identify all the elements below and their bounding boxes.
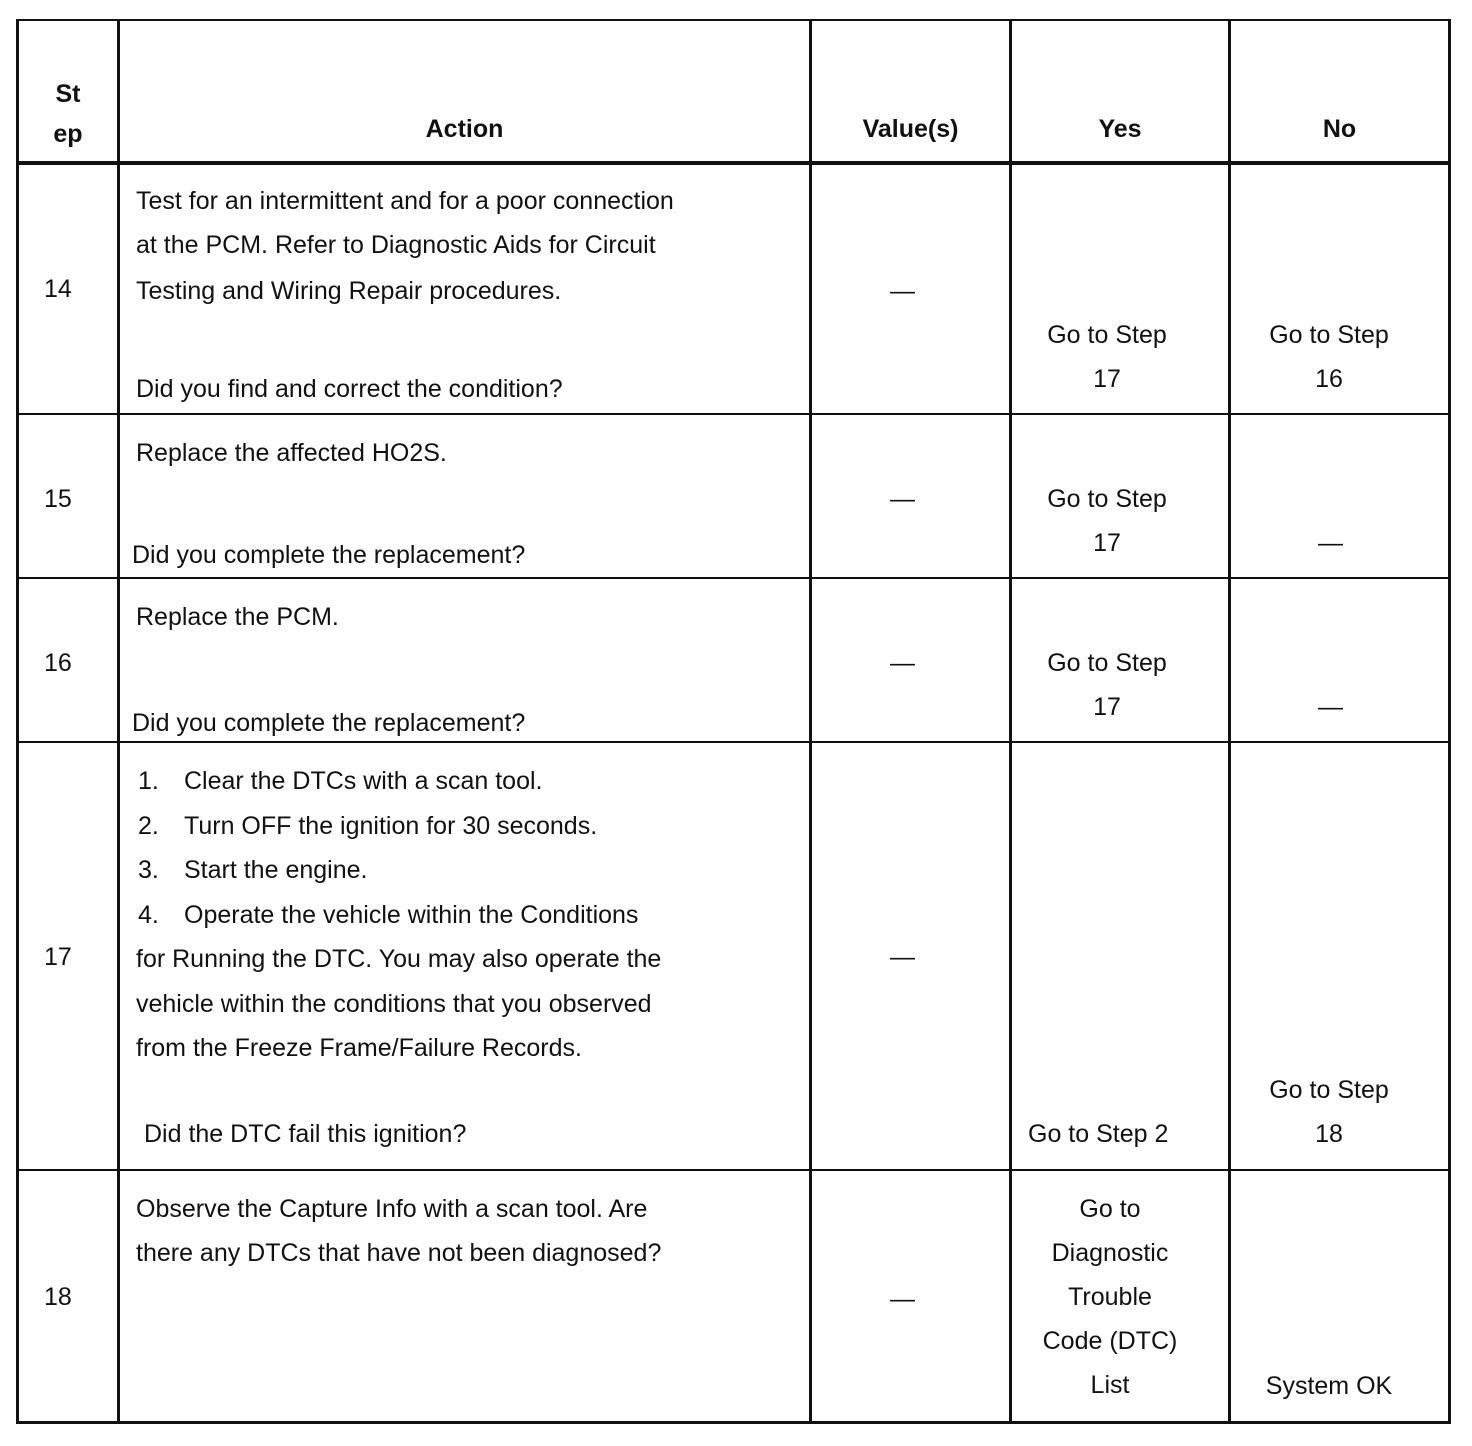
column-divider [1228, 19, 1231, 1424]
row-divider [16, 1169, 1451, 1171]
list-item: Operate the vehicle within the Conditions [184, 901, 639, 929]
action-text: at the PCM. Refer to Diagnostic Aids for Circuit [136, 231, 656, 259]
row-divider [16, 413, 1451, 415]
yes-cell: Go to Step 17 [1047, 649, 1167, 721]
header-yes: Yes [1098, 115, 1142, 143]
header-no: No [1322, 115, 1357, 143]
yes-cell: Go to Step 17 [1047, 321, 1167, 393]
action-question: Did you complete the replacement? [132, 541, 526, 569]
action-question: Did you complete the replacement? [132, 709, 526, 737]
list-number: 1. [138, 767, 159, 795]
header-step: St ep [53, 80, 83, 148]
action-text: Replace the affected HO2S. [136, 439, 447, 467]
table-border-top [16, 19, 1451, 21]
action-text: Test for an intermittent and for a poor connection [136, 187, 674, 215]
header-action: Action [425, 115, 504, 143]
list-item: Start the engine. [184, 856, 368, 884]
yes-cell: Go to Step 2 [1028, 1120, 1169, 1148]
value-cell: — [890, 943, 915, 971]
action-question: Did the DTC fail this ignition? [144, 1120, 467, 1148]
value-cell: — [890, 1285, 915, 1313]
action-text: there any DTCs that have not been diagnosed? [136, 1239, 662, 1267]
action-text: vehicle within the conditions that you observed [136, 990, 652, 1018]
list-number: 4. [138, 901, 159, 929]
value-cell: — [890, 277, 915, 305]
value-cell: — [890, 485, 915, 513]
list-number: 2. [138, 812, 159, 840]
step-number: 14 [44, 275, 72, 303]
no-cell: Go to Step 18 [1269, 1076, 1389, 1148]
yes-cell: Go to Diagnostic Trouble Code (DTC) List [1042, 1195, 1178, 1399]
diagnostic-table [16, 19, 1451, 1424]
no-cell: — [1318, 529, 1343, 557]
row-divider [16, 577, 1451, 579]
action-text: Replace the PCM. [136, 603, 339, 631]
table-border-bottom [16, 1421, 1451, 1424]
step-number: 17 [44, 943, 72, 971]
list-number: 3. [138, 856, 159, 884]
action-text: for Running the DTC. You may also operate the [136, 945, 662, 973]
column-divider [117, 19, 120, 1424]
no-cell: Go to Step 16 [1269, 321, 1389, 393]
header-values: Value(s) [862, 115, 959, 143]
action-text: from the Freeze Frame/Failure Records. [136, 1034, 582, 1062]
step-number: 18 [44, 1283, 72, 1311]
action-text: Testing and Wiring Repair procedures. [136, 277, 562, 305]
action-question: Did you find and correct the condition? [136, 375, 563, 403]
step-number: 15 [44, 485, 72, 513]
table-border-right [1448, 19, 1451, 1424]
header-divider [16, 161, 1451, 165]
list-item: Clear the DTCs with a scan tool. [184, 767, 543, 795]
value-cell: — [890, 649, 915, 677]
list-item: Turn OFF the ignition for 30 seconds. [184, 812, 598, 840]
action-text: Observe the Capture Info with a scan tool. Are [136, 1195, 648, 1223]
yes-cell: Go to Step 17 [1047, 485, 1167, 557]
no-cell: — [1318, 693, 1343, 721]
step-number: 16 [44, 649, 72, 677]
table-border-left [16, 19, 19, 1424]
column-divider [809, 19, 812, 1424]
no-cell: System OK [1265, 1372, 1393, 1400]
